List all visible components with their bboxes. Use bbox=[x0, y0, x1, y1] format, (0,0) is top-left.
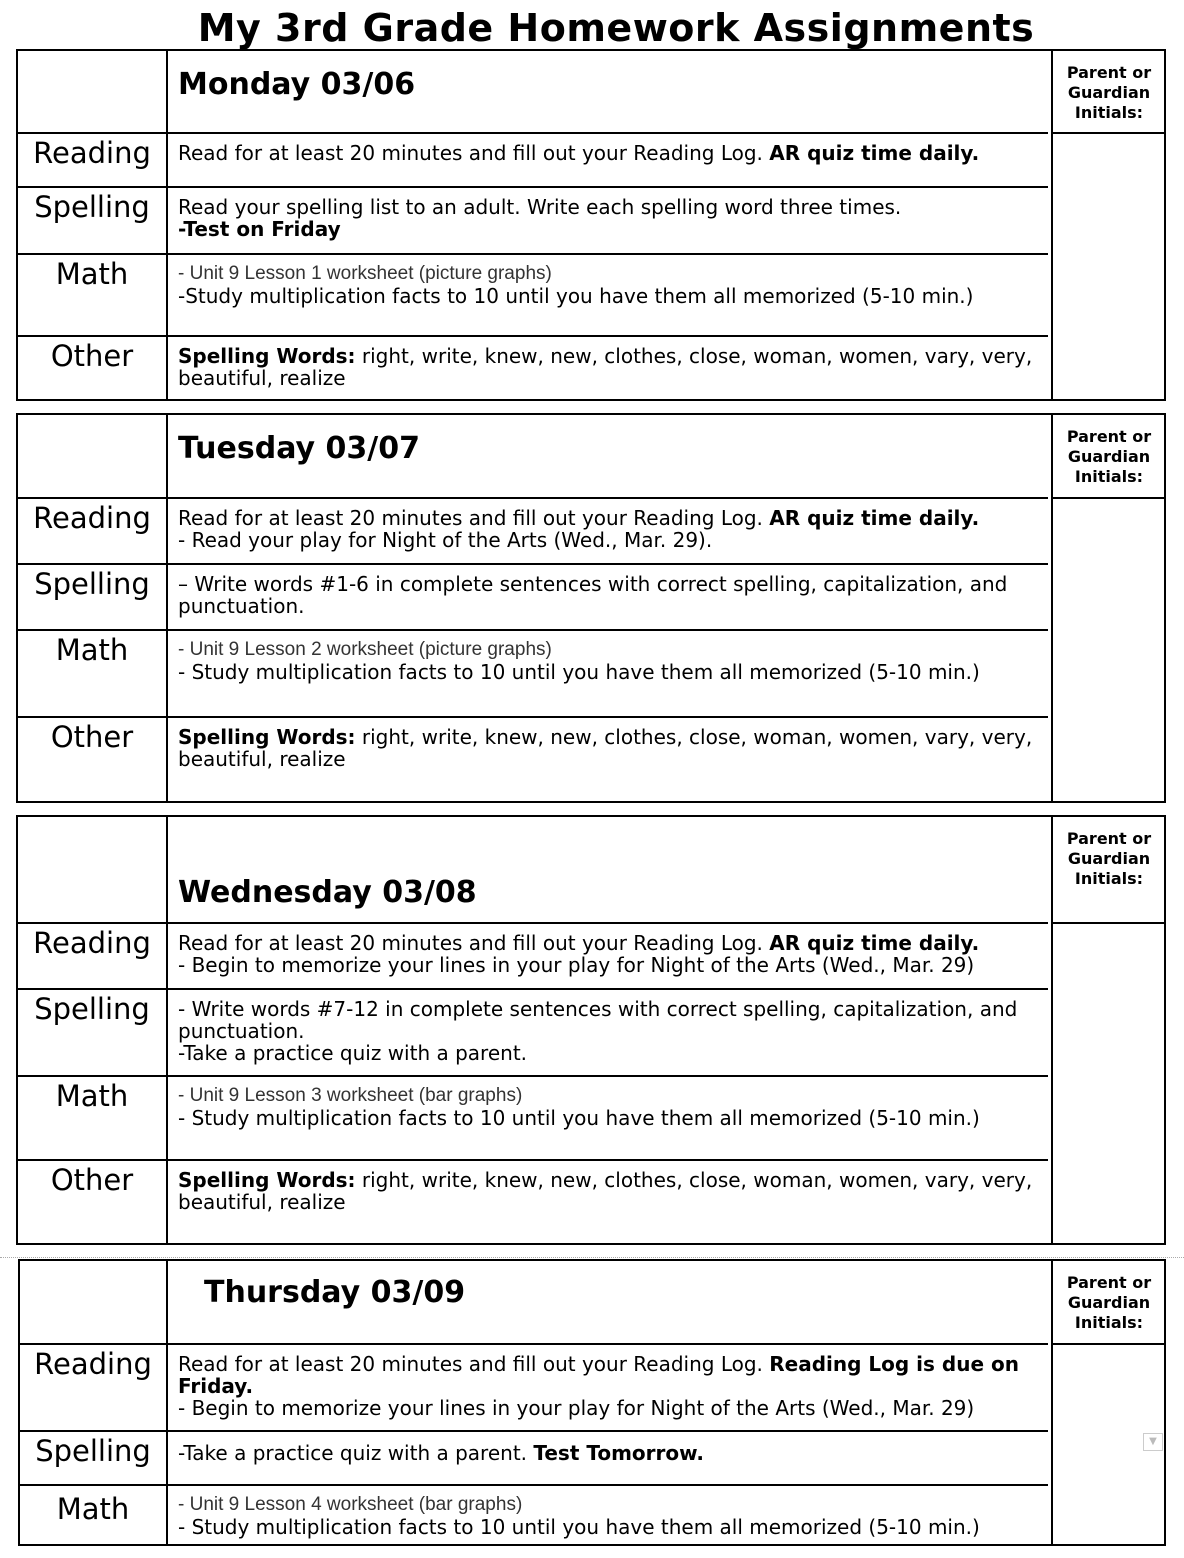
day-heading: Tuesday 03/07 bbox=[178, 431, 420, 466]
day-table-monday bbox=[16, 49, 1166, 401]
day-heading: Thursday 03/09 bbox=[204, 1275, 466, 1310]
label-math: Math bbox=[55, 1079, 129, 1113]
reading-text: Read for at least 20 minutes and fill out your Reading Log. AR quiz time daily. - Begin to memorize your lines in your play for Night of the Arts (Wed., Mar. 29) bbox=[178, 931, 980, 977]
page-title: My 3rd Grade Homework Assignments bbox=[197, 6, 1035, 50]
dropdown-icon[interactable]: ▼ bbox=[1143, 1433, 1163, 1451]
day-heading: Wednesday 03/08 bbox=[178, 875, 477, 910]
label-spelling: Spelling bbox=[34, 190, 150, 224]
label-reading: Reading bbox=[33, 501, 151, 535]
other-text: Spelling Words: right, write, knew, new, clothes, close, woman, women, vary, very, beautiful, realize bbox=[178, 344, 1033, 390]
label-other: Other bbox=[50, 339, 134, 373]
reading-text: Read for at least 20 minutes and fill out your Reading Log. AR quiz time daily. - Read your play for Night of the Arts (Wed., Mar. 29). bbox=[178, 506, 980, 552]
spelling-text: -Take a practice quiz with a parent. Test Tomorrow. bbox=[178, 1441, 704, 1465]
label-other: Other bbox=[50, 720, 134, 754]
label-math: Math bbox=[55, 257, 129, 291]
parent-initials-label: Parent or Guardian Initials: bbox=[1066, 829, 1152, 888]
spelling-text: – Write words #1-6 in complete sentences with correct spelling, capitalization, and punctuation. bbox=[178, 572, 1008, 618]
parent-initials-label: Parent or Guardian Initials: bbox=[1066, 427, 1152, 486]
label-math: Math bbox=[55, 633, 129, 667]
label-math: Math bbox=[56, 1492, 130, 1526]
spelling-text: Read your spelling list to an adult. Write each spelling word three times. -Test on Friday bbox=[178, 195, 902, 241]
label-other: Other bbox=[50, 1163, 134, 1197]
parent-initials-label: Parent or Guardian Initials: bbox=[1066, 1273, 1152, 1332]
reading-text: Read for at least 20 minutes and fill out your Reading Log. AR quiz time daily. bbox=[178, 141, 980, 165]
math-text: - Unit 9 Lesson 3 worksheet (bar graphs) - Study multiplication facts to 10 until you have them all memorized (5-10 min.) bbox=[178, 1085, 980, 1130]
label-reading: Reading bbox=[33, 926, 151, 960]
reading-text: Read for at least 20 minutes and fill out your Reading Log. Reading Log is due on Friday. - Begin to memorize your lines in your play for Night of the Arts (Wed., Mar. 29) bbox=[178, 1352, 1019, 1420]
label-spelling: Spelling bbox=[35, 1434, 151, 1468]
math-text: - Unit 9 Lesson 2 worksheet (picture graphs) - Study multiplication facts to 10 until you have them all memorized (5-10 min.) bbox=[178, 639, 980, 684]
other-text: Spelling Words: right, write, knew, new, clothes, close, woman, women, vary, very, beautiful, realize bbox=[178, 1168, 1033, 1214]
other-text: Spelling Words: right, write, knew, new, clothes, close, woman, women, vary, very, beautiful, realize bbox=[178, 725, 1033, 771]
day-table-thursday bbox=[18, 1259, 1166, 1546]
label-reading: Reading bbox=[33, 136, 151, 170]
math-text: - Unit 9 Lesson 4 worksheet (bar graphs) - Study multiplication facts to 10 until you have them all memorized (5-10 min.) bbox=[178, 1494, 980, 1539]
label-reading: Reading bbox=[34, 1347, 152, 1381]
day-table-tuesday bbox=[16, 413, 1166, 803]
day-heading: Monday 03/06 bbox=[178, 67, 416, 102]
spelling-text: - Write words #7-12 in complete sentences with correct spelling, capitalization, and punctuation. -Take a practice quiz with a parent. bbox=[178, 997, 1018, 1065]
math-text: - Unit 9 Lesson 1 worksheet (picture graphs) -Study multiplication facts to 10 until you have them all memorized (5-10 min.) bbox=[178, 263, 974, 308]
day-table-wednesday bbox=[16, 815, 1166, 1245]
label-spelling: Spelling bbox=[34, 567, 150, 601]
label-spelling: Spelling bbox=[34, 992, 150, 1026]
parent-initials-label: Parent or Guardian Initials: bbox=[1066, 63, 1152, 122]
